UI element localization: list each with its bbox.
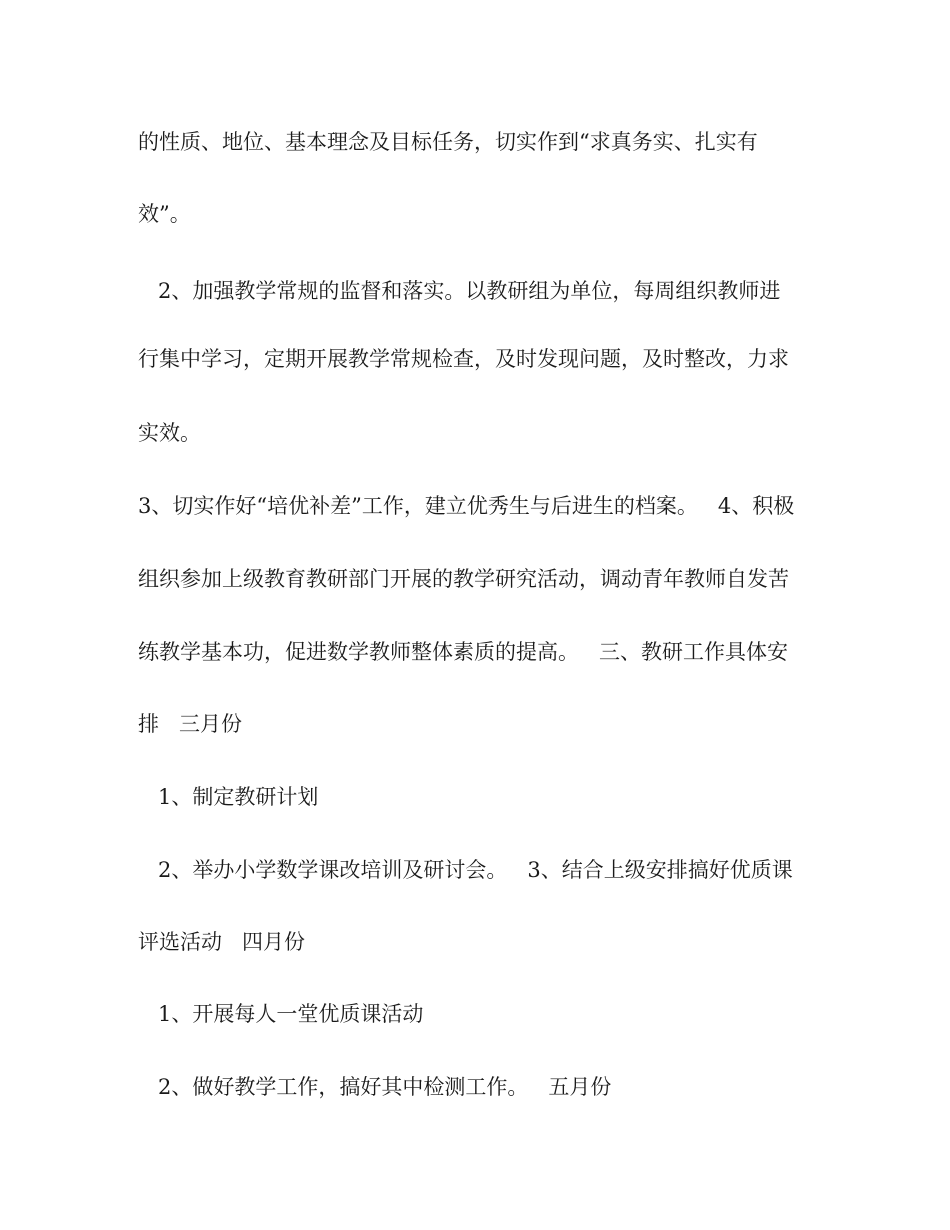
text-line: 2、做好教学工作，搞好其中检测工作。 五月份 [138,1075,612,1099]
text-line: 实效。 [138,421,201,445]
text-line: 行集中学习，定期开展教学常规检查，及时发现问题，及时整改，力求 [138,347,789,371]
text-line: 2、加强教学常规的监督和落实。以教研组为单位，每周组织教师进 [138,279,781,303]
text-line: 2、举办小学数学课改培训及研讨会。 3、结合上级安排搞好优质课 [138,858,793,882]
text-line: 1、开展每人一堂优质课活动 [138,1002,424,1026]
text-line: 1、制定教研计划 [138,785,319,809]
text-line: 的性质、地位、基本理念及目标任务，切实作到“求真务实、扎实有 [138,130,758,154]
text-line: 效”。 [138,202,191,226]
text-line: 练教学基本功，促进数学教师整体素质的提高。 三、教研工作具体安 [138,640,789,664]
text-line: 评选活动 四月份 [138,930,306,954]
text-line: 排 三月份 [138,712,243,736]
text-line: 3、切实作好“培优补差”工作，建立优秀生与后进生的档案。 4、积极 [138,494,795,518]
text-line: 组织参加上级教育教研部门开展的教学研究活动，调动青年教师自发苦 [138,567,789,591]
